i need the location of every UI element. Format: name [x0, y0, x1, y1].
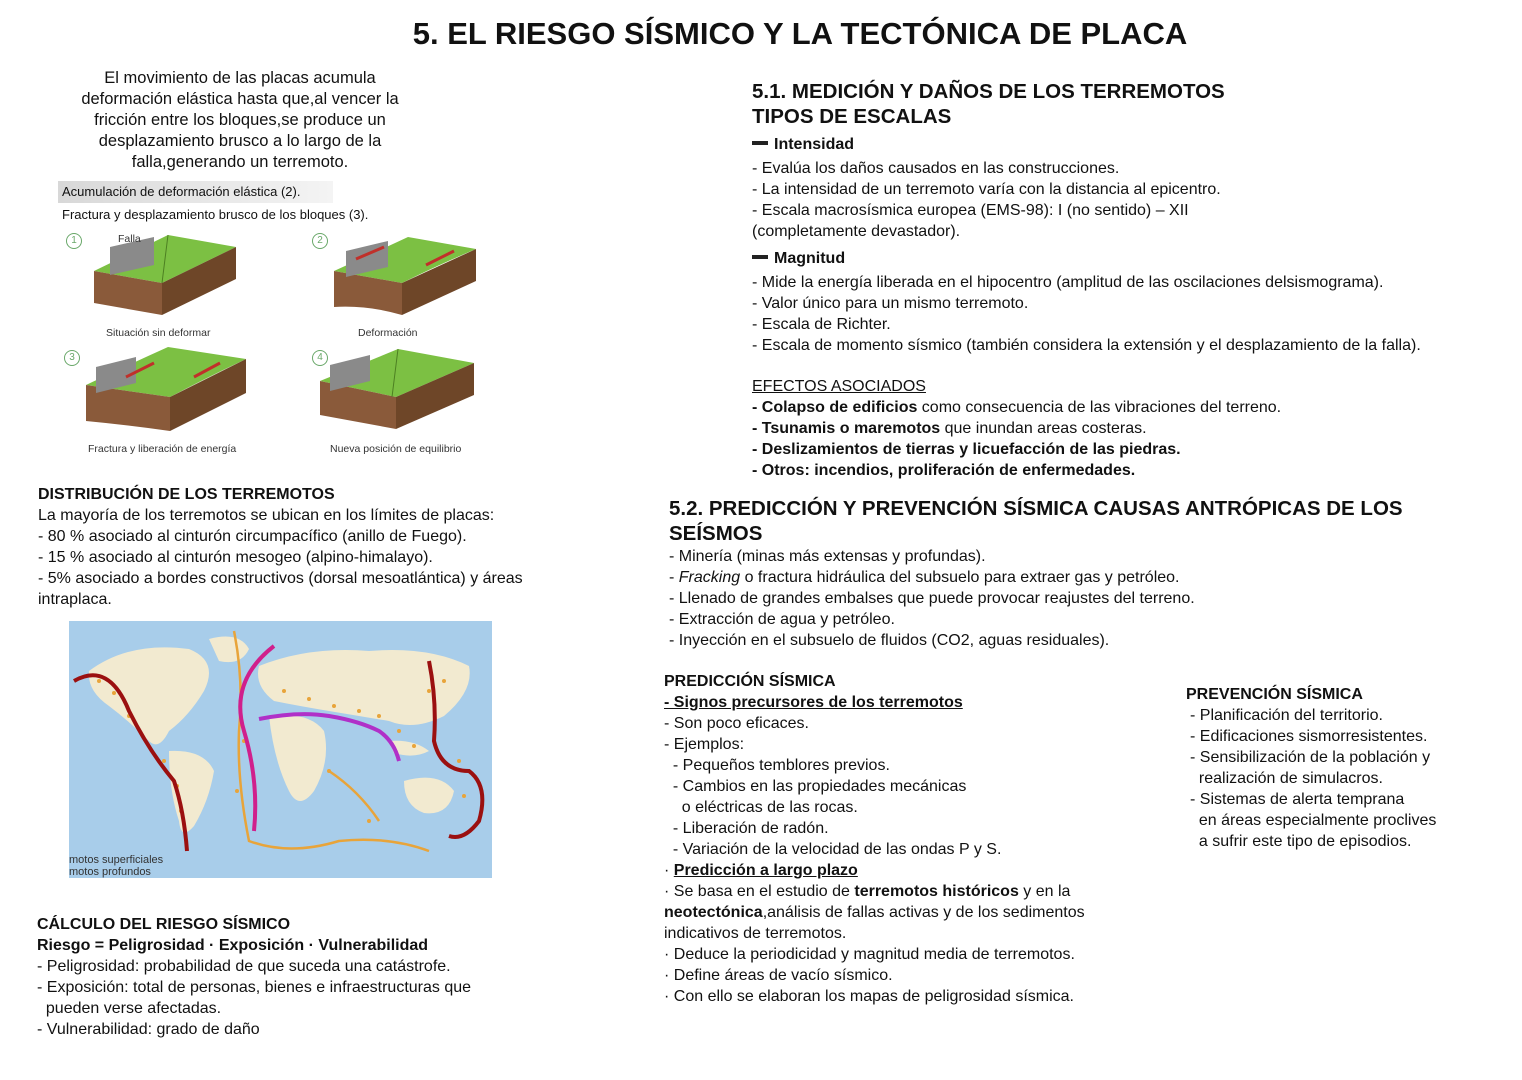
panel-label-2: Deformación: [358, 327, 418, 339]
distribution-line: - 15 % asociado al cinturón mesogeo (alpino-himalayo).: [38, 549, 433, 566]
prevention-line: a sufrir este tipo de episodios.: [1190, 833, 1412, 850]
effect-line: [752, 397, 1281, 418]
long-term-line: · Deduce la periodicidad y magnitud media de terremotos.: [664, 946, 1075, 963]
cause-line: - Fracking o fractura hidráulica del subsuelo para extraer gas y petróleo.: [669, 569, 1180, 586]
panel-4-blocks: [320, 349, 474, 429]
map-legend-shallow: motos superficiales: [69, 854, 164, 866]
distribution-line: intraplaca.: [38, 591, 112, 608]
seismic-prediction-section: [664, 671, 1085, 1007]
risk-formula: Riesgo = Peligrosidad · Exposición · Vulnerabilidad: [37, 937, 429, 954]
dash-bar: [752, 255, 768, 259]
prediction-heading-line-2: SEÍSMOS: [669, 522, 763, 545]
effects-section: [752, 376, 1281, 481]
fault-label: Falla: [118, 233, 141, 245]
fault-blocks-illustration: [58, 225, 478, 461]
cause-line: - Inyección en el subsuelo de fluidos (CO2, aguas residuales).: [669, 632, 1110, 649]
measurement-heading: 5.1. MEDICIÓN Y DAÑOS DE LOS TERREMOTOS: [752, 80, 1225, 103]
panel-2-blocks: [334, 237, 476, 315]
prediction-section: [669, 496, 1403, 651]
map-legend-deep: motos profundos: [69, 866, 151, 878]
magnitude-line: - Escala de Richter.: [752, 316, 891, 333]
long-term-heading: · Predicción a largo plazo: [664, 862, 858, 879]
intro-line: fricción entre los bloques,se produce un: [94, 111, 386, 129]
long-term-title: Predicción a largo plazo: [673, 862, 858, 879]
prevention-line: - Sensibilización de la población y: [1190, 749, 1431, 766]
panel-number-4: 4: [312, 350, 328, 366]
cause-line: - Extracción de agua y petróleo.: [669, 611, 895, 628]
intensity-line: - Evalúa los daños causados en las construcciones.: [752, 160, 1120, 177]
risk-line: - Peligrosidad: probabilidad de que suceda una catástrofe.: [37, 958, 451, 975]
prediction-line: - Variación de la velocidad de las ondas P y S.: [664, 841, 1002, 858]
panel-1-blocks: [94, 235, 236, 315]
intro-text: [40, 68, 440, 173]
long-term-line: · Se basa en el estudio de terremotos históricos y en la: [664, 883, 1071, 900]
measurement-section: [752, 79, 1421, 356]
effect-line: - Deslizamientos de tierras y licuefacción de las piedras.: [752, 441, 1181, 458]
effects-heading: EFECTOS ASOCIADOS: [752, 378, 926, 395]
effect-text: como consecuencia de las vibraciones del terreno.: [917, 399, 1282, 416]
scales-heading: TIPOS DE ESCALAS: [752, 105, 952, 128]
figure-caption-2: Fractura y desplazamiento brusco de los bloques (3).: [62, 207, 369, 222]
panel-label-1: Situación sin deformar: [106, 327, 211, 339]
precursor-signs-heading: - Signos precursores de los terremotos: [664, 694, 963, 711]
panel-number-1: 1: [66, 233, 82, 249]
intro-line: El movimiento de las placas acumula: [104, 69, 376, 87]
prediction-line: - Son poco eficaces.: [664, 715, 809, 732]
prevention-line: en áreas especialmente proclives: [1190, 812, 1437, 829]
figure-caption-1: Acumulación de deformación elástica (2).: [62, 184, 301, 199]
risk-line: pueden verse afectadas.: [37, 1000, 222, 1017]
panel-number-2: 2: [312, 233, 328, 249]
effect-line: [752, 418, 1281, 439]
effect-bold: - Tsunamis o maremotos: [752, 420, 941, 437]
intro-line: desplazamiento brusco a lo largo de la: [98, 132, 382, 150]
intro-line: deformación elástica hasta que,al vencer la: [81, 90, 399, 108]
long-term-line: indicativos de terremotos.: [664, 925, 847, 942]
prediction-line: o eléctricas de las rocas.: [664, 799, 858, 816]
cause-line: - Minería (minas más extensas y profundas).: [669, 548, 986, 565]
dash-bar: [752, 141, 768, 145]
distribution-heading: DISTRIBUCIÓN DE LOS TERREMOTOS: [38, 486, 335, 503]
magnitude-line: - Mide la energía liberada en el hipocentro (amplitud de las oscilaciones delsismograma).: [752, 274, 1384, 291]
magnitude-label: Magnitud: [774, 250, 846, 267]
prevention-line: realización de simulacros.: [1190, 770, 1383, 787]
seismic-prediction-heading: PREDICCIÓN SÍSMICA: [664, 673, 836, 690]
intensity-label: Intensidad: [774, 136, 855, 153]
risk-section: [37, 914, 471, 1040]
prevention-line: - Planificación del territorio.: [1190, 707, 1383, 724]
magnitude-heading: [752, 248, 1421, 269]
effect-text: que inundan areas costeras.: [940, 420, 1147, 437]
magnitude-line: - Valor único para un mismo terremoto.: [752, 295, 1029, 312]
fracking-term: Fracking: [678, 569, 741, 586]
panel-3-blocks: [86, 347, 246, 431]
panel-label-4: Nueva posición de equilibrio: [330, 443, 462, 455]
panel-number-3: 3: [64, 350, 80, 366]
prediction-line: - Liberación de radón.: [664, 820, 829, 837]
distribution-line: La mayoría de los terremotos se ubican en los límites de placas:: [38, 507, 495, 524]
risk-line: - Exposición: total de personas, bienes e infraestructuras que: [37, 979, 472, 996]
effect-bold: - Colapso de edificios: [752, 399, 918, 416]
prediction-line: - Pequeños temblores previos.: [664, 757, 890, 774]
distribution-section: [38, 484, 523, 610]
panel-label-3: Fractura y liberación de energía: [88, 443, 237, 455]
risk-line: - Vulnerabilidad: grado de daño: [37, 1021, 260, 1038]
intensity-line: - La intensidad de un terremoto varía con la distancia al epicentro.: [752, 181, 1221, 198]
distribution-line: - 80 % asociado al cinturón circumpacífico (anillo de Fuego).: [38, 528, 467, 545]
prediction-line: - Ejemplos:: [664, 736, 745, 753]
intro-line: falla,generando un terremoto.: [131, 153, 349, 171]
fault-diagram: [58, 181, 478, 461]
long-term-line: · Define áreas de vacío sísmico.: [664, 967, 893, 984]
effect-line: - Otros: incendios, proliferación de enfermedades.: [752, 462, 1136, 479]
page-title: 5. EL RIESGO SÍSMICO Y LA TECTÓNICA DE PLACA: [412, 16, 1188, 51]
distribution-line: - 5% asociado a bordes constructivos (dorsal mesoatlántica) y áreas: [38, 570, 523, 587]
prediction-heading-line-1: 5.2. PREDICCIÓN Y PREVENCIÓN SÍSMICA CAUSAS ANTRÓPICAS DE LOS: [669, 497, 1403, 520]
long-term-line: · Con ello se elaboran los mapas de peligrosidad sísmica.: [664, 988, 1074, 1005]
prevention-heading: PREVENCIÓN SÍSMICA: [1186, 686, 1363, 703]
intensity-line: (completamente devastador).: [752, 223, 961, 240]
risk-heading: CÁLCULO DEL RIESGO SÍSMICO: [37, 916, 291, 933]
intensity-heading: [752, 134, 1421, 155]
magnitude-line: - Escala de momento sísmico (también considera la extensión y el desplazamiento de la falla).: [752, 337, 1421, 354]
intensity-line: - Escala macrosísmica europea (EMS-98): I (no sentido) – XII: [752, 202, 1189, 219]
cause-line: - Llenado de grandes embalses que puede provocar reajustes del terreno.: [669, 590, 1195, 607]
prediction-line: - Cambios en las propiedades mecánicas: [664, 778, 967, 795]
prevention-line: - Edificaciones sismorresistentes.: [1190, 728, 1428, 745]
long-term-line: neotectónica,análisis de fallas activas y de los sedimentos: [664, 904, 1085, 921]
earthquake-world-map: [69, 621, 492, 878]
prevention-section: [1186, 684, 1436, 852]
world-map-svg: [69, 621, 492, 878]
prevention-line: - Sistemas de alerta temprana: [1190, 791, 1405, 808]
